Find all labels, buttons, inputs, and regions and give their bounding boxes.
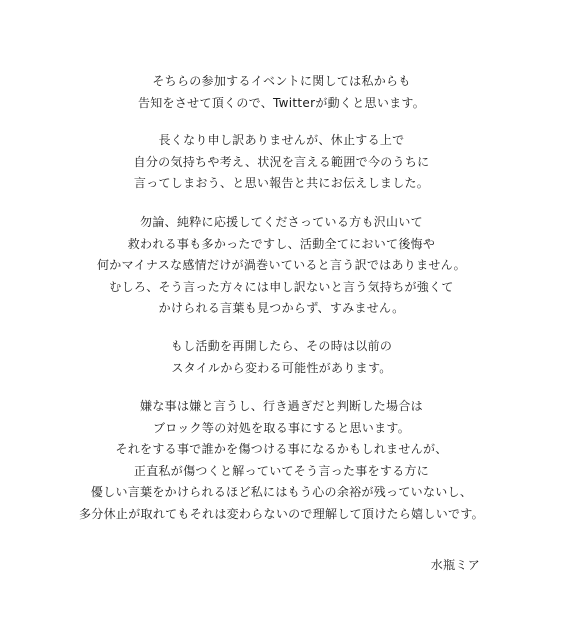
paragraph-apology	[0, 130, 563, 195]
paragraph-boundaries	[0, 396, 563, 525]
text-line: 嫌な事は嫌と言うし、行き過ぎだと判断した場合は	[140, 399, 423, 413]
text-line: かけられる言葉も見つからず、すみません。	[158, 301, 405, 315]
paragraph-gratitude	[0, 212, 563, 320]
text-line: 勿論、純粋に応援してくださっている方も沢山いて	[140, 215, 423, 229]
paragraph-event-notice	[0, 71, 563, 114]
paragraph-style-change	[0, 336, 563, 379]
text-line: 優しい言葉をかけられるほど私にはもう心の余裕が残っていないし、	[90, 485, 473, 499]
text-line: もし活動を再開したら、その時は以前の	[170, 339, 393, 353]
text-line: 救われる事も多かったですし、活動全てにおいて後悔や	[127, 236, 436, 251]
text-line: ブロック等の対処を取る事にすると思います。	[152, 420, 411, 435]
text-line: 告知をさせて頂くので、Twitterが動くと思います。	[137, 95, 426, 110]
text-line: 多分休止が取れてもそれは変わらないので理解して頂けたら嬉しいです。	[79, 506, 484, 521]
author-signature: 水瓶ミア	[430, 558, 480, 572]
text-line: 何かマイナスな感情だけが渦巻いていると言う訳ではありません。	[96, 258, 466, 272]
text-line: 長くなり申し訳ありませんが、休止する上で	[158, 133, 405, 147]
text-line: そちらの参加するイベントに関しては私からも	[152, 74, 411, 88]
text-line: スタイルから変わる可能性があります。	[171, 360, 392, 375]
text-line: それをする事で誰かを傷つける事になるかもしれませんが、	[115, 442, 448, 456]
text-line: 自分の気持ちや考え、状況を言える範囲で今のうちに	[133, 154, 430, 169]
text-line: むしろ、そう言った方々には申し訳ないと言う気持ちが強くて	[109, 279, 454, 294]
text-line: 正直私が傷つくと解っていてそう言った事をする方に	[133, 463, 430, 478]
text-line: 言ってしまおう、と思い報告と共にお伝えしました。	[133, 176, 430, 190]
